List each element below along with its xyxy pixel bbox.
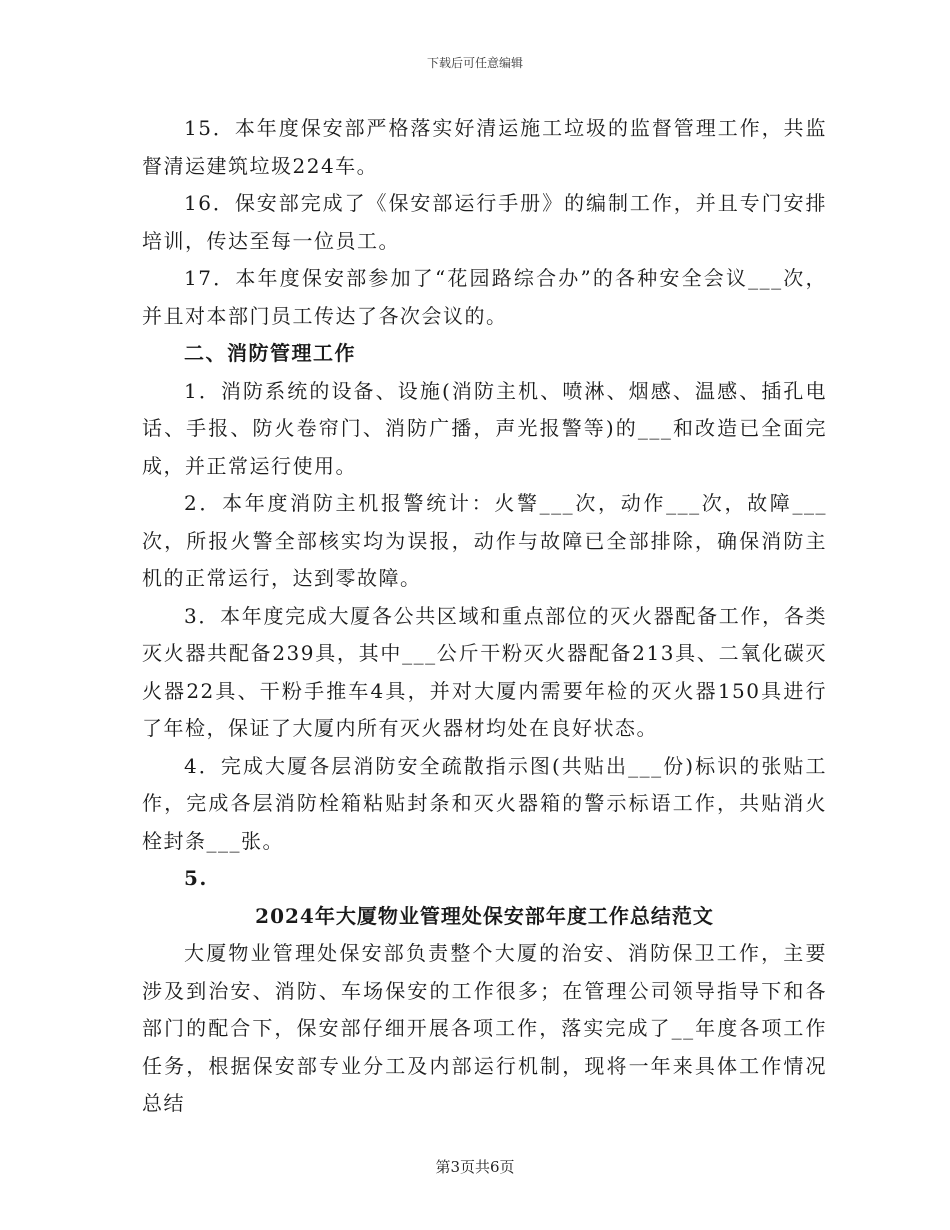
page-number: 第3页共6页 xyxy=(435,1158,515,1176)
fire-item-3: 3．本年度完成大厦各公共区域和重点部位的灭火器配备工作，各类灭火器共配备239具，其中___公斤干粉灭火器配备213具、二氧化碳灭火器22具、干粉手推车4具，并对大厦内需要年检的灭火器150具进行了年检，保证了大厦内所有灭火器材均处在良好状态。 xyxy=(142,603,827,740)
fire-item-5: 5. xyxy=(184,866,208,890)
paragraph-item-17: 17．本年度保安部参加了“花园路综合办”的各种安全会议___次，并且对本部门员工传达了各次会议的。 xyxy=(142,266,827,328)
fire-item-1: 1．消防系统的设备、设施(消防主机、喷淋、烟感、温感、插孔电话、手报、防火卷帘门、消防广播，声光报警等)的___和改造已全面完成，并正常运行使用。 xyxy=(142,378,827,478)
fire-management-heading: 二、消防管理工作 xyxy=(184,341,356,365)
paragraph-item-16: 16．保安部完成了《保安部运行手册》的编制工作，并且专门安排培训，传达至每一位员工。 xyxy=(142,191,827,253)
document-title: 2024年大厦物业管理处保安部年度工作总结范文 xyxy=(255,903,714,928)
paragraph-item-15: 15．本年度保安部严格落实好清运施工垃圾的监督管理工作，共监督清运建筑垃圾224车。 xyxy=(142,116,827,178)
page-header: 下载后可任意编辑 xyxy=(426,56,523,70)
intro-paragraph: 大厦物业管理处保安部负责整个大厦的治安、消防保卫工作，主要涉及到治安、消防、车场保安的工作很多；在管理公司领导指导下和各部门的配合下，保安部仔细开展各项工作，落实完成了__年度各项工作任务，根据保安部专业分工及内部运行机制，现将一年来具体工作情况总结 xyxy=(142,941,827,1115)
fire-item-2: 2．本年度消防主机报警统计：火警___次，动作___次，故障___次，所报火警全部核实均为误报，动作与故障已全部排除，确保消防主机的正常运行，达到零故障。 xyxy=(142,491,827,590)
document-body xyxy=(142,110,827,1123)
fire-item-4: 4．完成大厦各层消防安全疏散指示图(共贴出___份)标识的张贴工作，完成各层消防栓箱粘贴封条和灭火器箱的警示标语工作，共贴消火栓封条___张。 xyxy=(142,753,827,853)
